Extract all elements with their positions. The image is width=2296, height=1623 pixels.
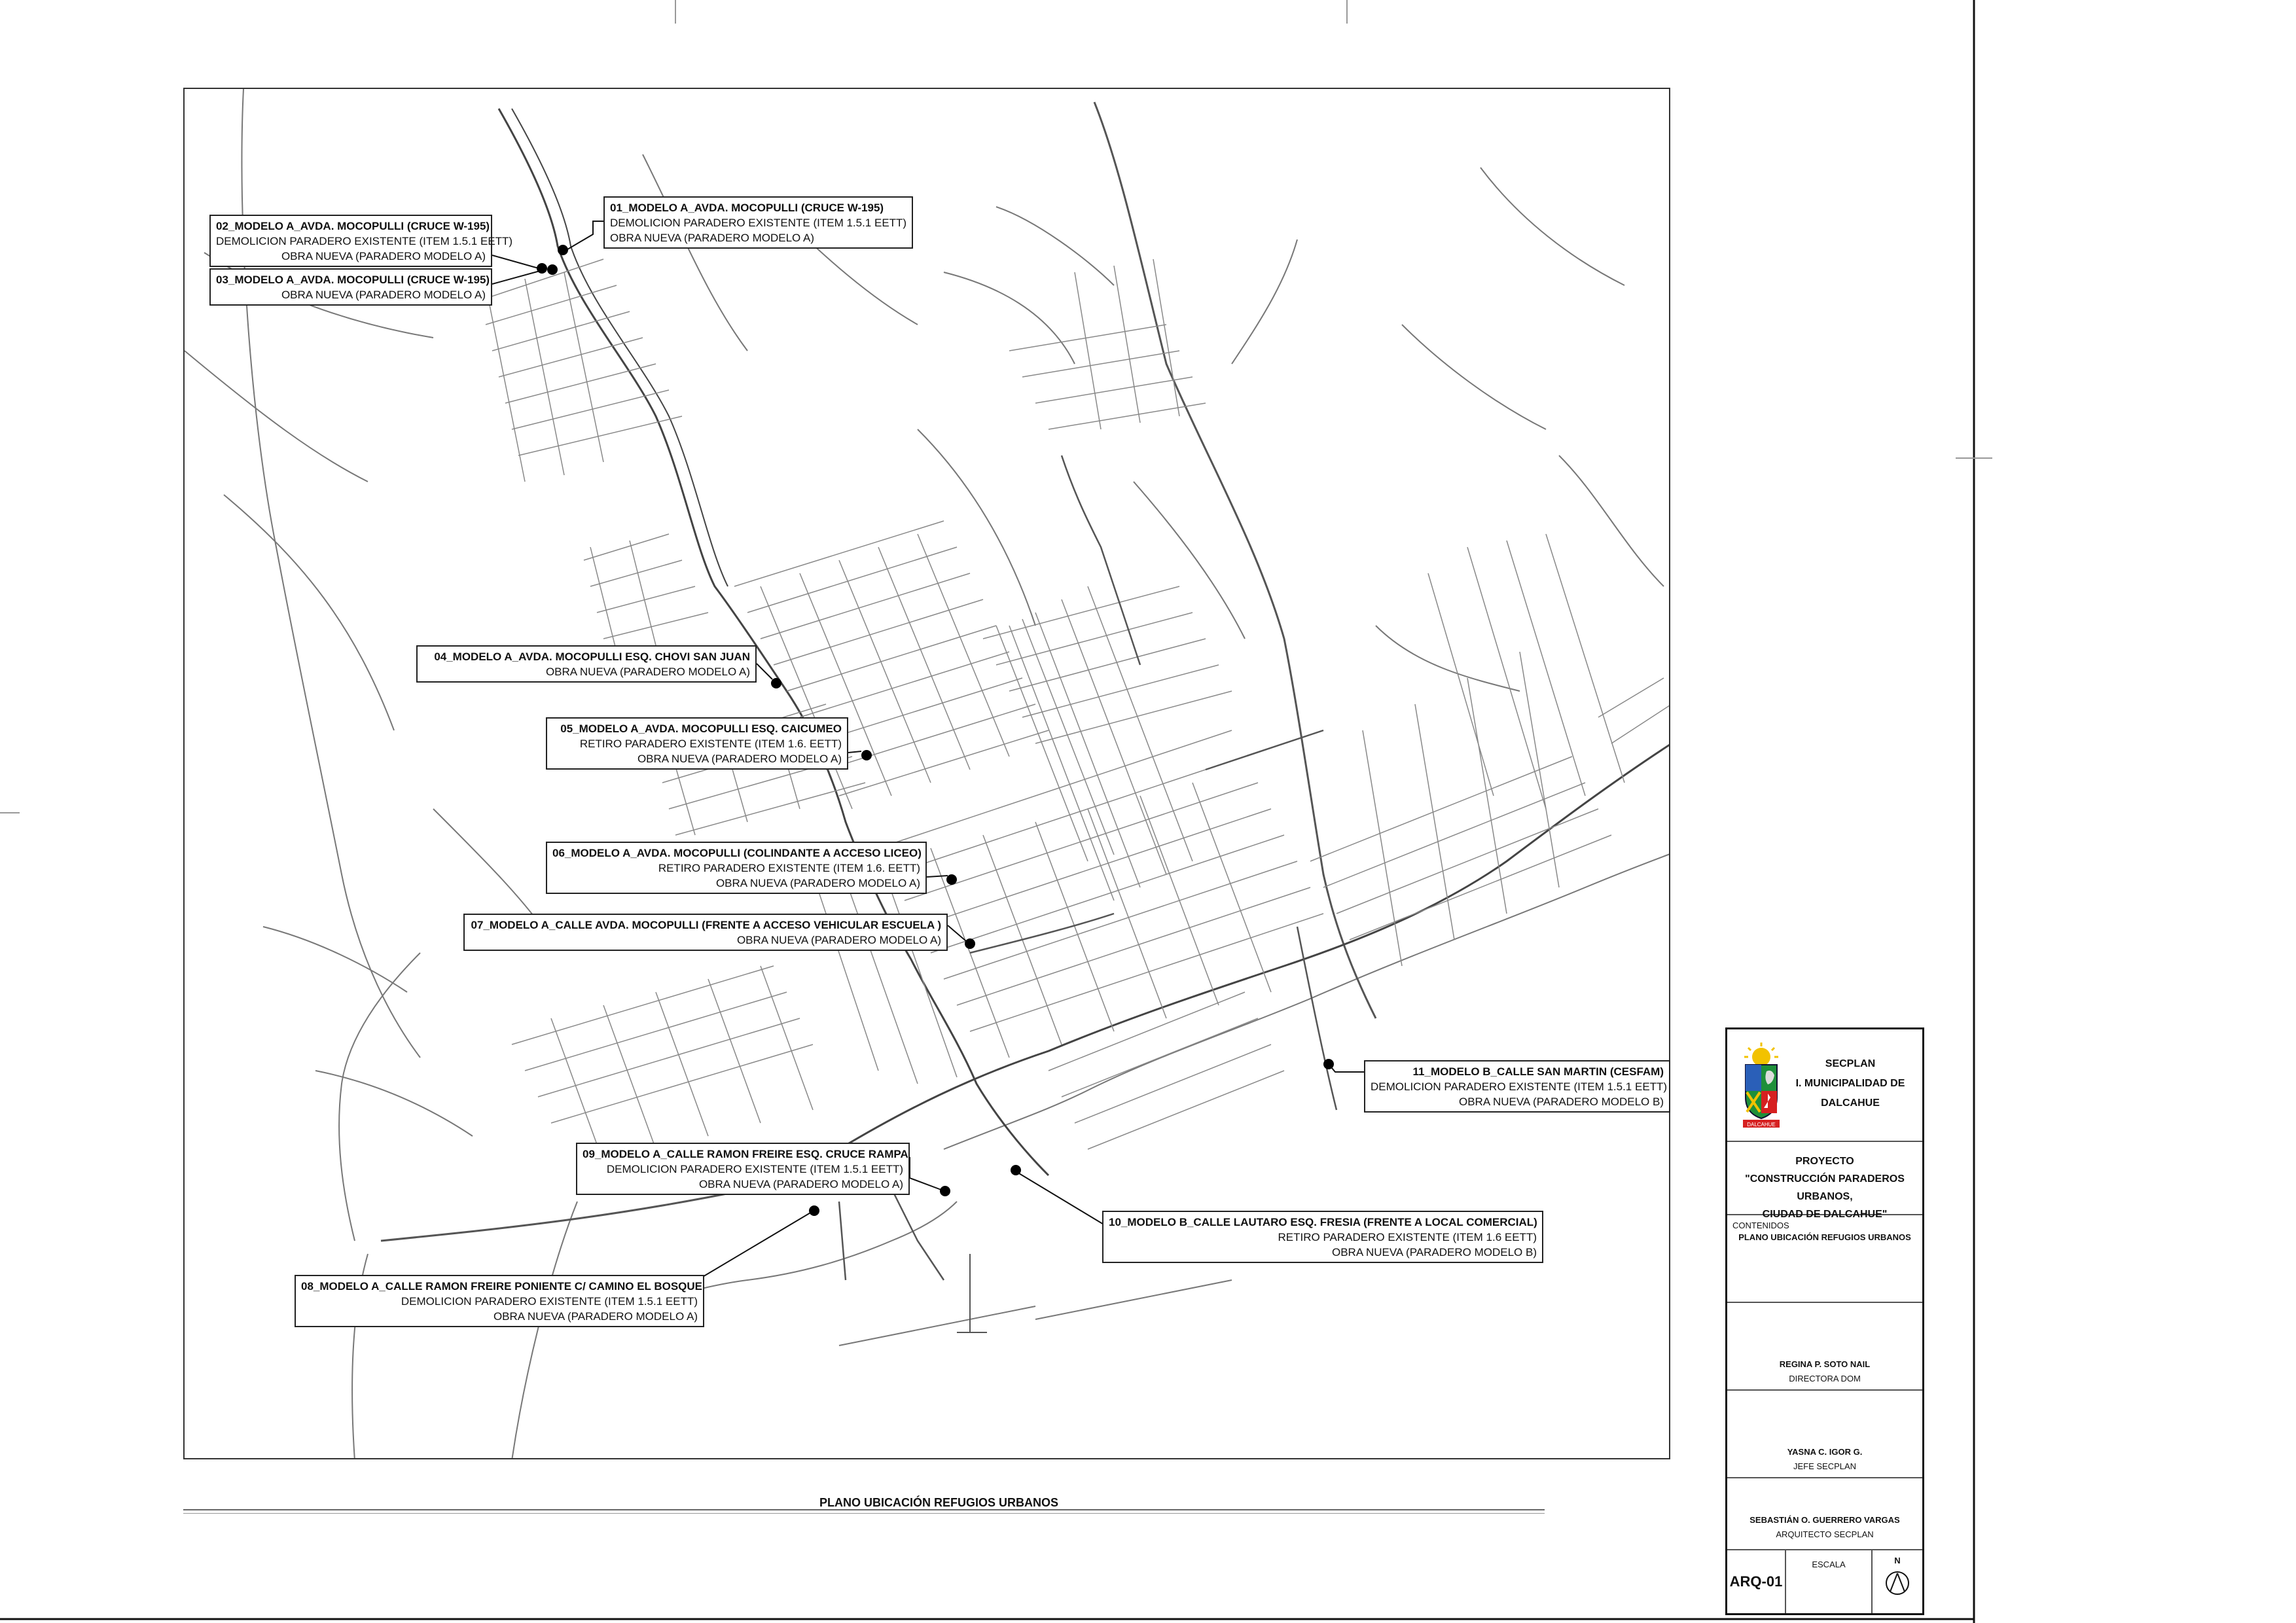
callout-line: OBRA NUEVA (PARADERO MODELO A)	[281, 289, 486, 301]
callout-stop-02[interactable]	[209, 215, 513, 267]
callout-line: OBRA NUEVA (PARADERO MODELO A)	[736, 934, 941, 946]
project-name-line: CIUDAD DE DALCAHUE"	[1762, 1209, 1888, 1220]
callout-line: OBRA NUEVA (PARADERO MODELO A)	[545, 666, 750, 678]
signatory-cell	[1727, 1478, 1922, 1550]
org-line: SECPLAN	[1825, 1058, 1876, 1069]
stop-marker-07[interactable]	[965, 938, 975, 949]
contents-cell	[1727, 1215, 1922, 1303]
callout-title: 08_MODELO A_CALLE RAMON FREIRE PONIENTE C/ CAMINO EL BOSQUE	[301, 1280, 703, 1293]
title-rule	[183, 1513, 1545, 1514]
stop-marker-05[interactable]	[861, 750, 872, 760]
title-block	[1725, 1027, 1924, 1615]
stop-marker-01[interactable]	[558, 245, 568, 255]
callout-stop-03[interactable]	[209, 268, 492, 306]
north-arrow-icon	[1884, 1570, 1910, 1596]
callout-line: RETIRO PARADERO EXISTENTE (ITEM 1.6 EETT)	[1278, 1231, 1537, 1243]
callout-line: OBRA NUEVA (PARADERO MODELO A)	[493, 1310, 698, 1323]
callout-stop-10[interactable]	[1102, 1211, 1543, 1263]
stop-marker-06[interactable]	[946, 874, 957, 885]
contents-value: PLANO UBICACIÓN REFUGIOS URBANOS	[1738, 1232, 1911, 1242]
callout-line: OBRA NUEVA (PARADERO MODELO A)	[610, 232, 815, 244]
municipal-crest-icon	[1742, 1043, 1781, 1129]
stop-marker-08[interactable]	[809, 1205, 819, 1216]
stop-marker-09[interactable]	[940, 1186, 950, 1196]
callout-stop-01[interactable]	[603, 196, 913, 249]
callout-stop-08[interactable]	[295, 1275, 704, 1327]
north-arrow	[1873, 1550, 1922, 1613]
signatory-name: SEBASTIÁN O. GUERRERO VARGAS	[1749, 1515, 1900, 1525]
title-rule	[183, 1509, 1545, 1510]
project-name-line: "CONSTRUCCIÓN PARADEROS URBANOS,	[1745, 1173, 1905, 1202]
org-line: I. MUNICIPALIDAD DE	[1795, 1078, 1905, 1089]
signatory-role: ARQUITECTO SECPLAN	[1776, 1529, 1874, 1539]
callout-line: OBRA NUEVA (PARADERO MODELO B)	[1332, 1246, 1537, 1258]
callout-line: RETIRO PARADERO EXISTENTE (ITEM 1.6. EETT)	[579, 738, 842, 750]
callout-title: 06_MODELO A_AVDA. MOCOPULLI (COLINDANTE A ACCESO LICEO)	[552, 847, 922, 859]
signatory-role: JEFE SECPLAN	[1793, 1461, 1857, 1471]
callout-line: DEMOLICION PARADERO EXISTENTE (ITEM 1.5.1 EETT)	[216, 235, 513, 247]
callout-stop-11[interactable]	[1364, 1060, 1670, 1113]
callout-title: 05_MODELO A_AVDA. MOCOPULLI ESQ. CAICUMEO	[560, 722, 842, 735]
callout-stop-05[interactable]	[546, 717, 848, 770]
callout-stop-07[interactable]	[463, 914, 948, 951]
callout-line: OBRA NUEVA (PARADERO MODELO A)	[715, 877, 920, 889]
org-line: DALCAHUE	[1821, 1097, 1880, 1109]
callout-stop-09[interactable]	[576, 1143, 910, 1195]
callout-title: 10_MODELO B_CALLE LAUTARO ESQ. FRESIA (FRENTE A LOCAL COMERCIAL)	[1109, 1216, 1537, 1228]
callout-stop-04[interactable]	[416, 645, 757, 683]
callout-title: 01_MODELO A_AVDA. MOCOPULLI (CRUCE W-195)	[610, 202, 884, 214]
contents-label: CONTENIDOS	[1732, 1221, 1789, 1230]
callout-line: DEMOLICION PARADERO EXISTENTE (ITEM 1.5.1 EETT)	[1371, 1080, 1668, 1093]
signatory-cell	[1727, 1391, 1922, 1478]
callout-line: DEMOLICION PARADERO EXISTENTE (ITEM 1.5.1 EETT)	[610, 217, 907, 229]
callout-line: OBRA NUEVA (PARADERO MODELO A)	[637, 753, 842, 765]
signatory-name: YASNA C. IGOR G.	[1787, 1447, 1863, 1457]
callout-title: 03_MODELO A_AVDA. MOCOPULLI (CRUCE W-195)	[216, 274, 490, 286]
stop-marker-10[interactable]	[1011, 1165, 1021, 1175]
callout-line: DEMOLICION PARADERO EXISTENTE (ITEM 1.5.1 EETT)	[401, 1295, 698, 1308]
sheet-code: ARQ-01	[1727, 1550, 1786, 1613]
stop-marker-03[interactable]	[547, 264, 558, 275]
callout-title: 02_MODELO A_AVDA. MOCOPULLI (CRUCE W-195)	[216, 220, 490, 232]
callout-line: OBRA NUEVA (PARADERO MODELO B)	[1459, 1096, 1664, 1108]
callout-title: 04_MODELO A_AVDA. MOCOPULLI ESQ. CHOVI SAN JUAN	[434, 651, 750, 663]
callout-title: 09_MODELO A_CALLE RAMON FREIRE ESQ. CRUCE RAMPA	[583, 1148, 908, 1160]
stop-marker-11[interactable]	[1323, 1059, 1334, 1069]
project-text	[1727, 1152, 1922, 1223]
stop-marker-02[interactable]	[537, 263, 547, 274]
crest-label: DALCAHUE	[1747, 1122, 1776, 1128]
callout-line: OBRA NUEVA (PARADERO MODELO A)	[698, 1178, 903, 1190]
organization-cell	[1727, 1029, 1922, 1142]
footer-cell	[1727, 1550, 1922, 1613]
callout-line: DEMOLICION PARADERO EXISTENTE (ITEM 1.5.1 EETT)	[606, 1163, 903, 1175]
signatory-name: REGINA P. SOTO NAIL	[1779, 1359, 1871, 1369]
signatory-role: DIRECTORA DOM	[1789, 1374, 1861, 1383]
signatory-cell	[1727, 1303, 1922, 1391]
project-label: PROYECTO	[1795, 1156, 1854, 1167]
plan-title: PLANO UBICACIÓN REFUGIOS URBANOS	[819, 1496, 1059, 1509]
organization-name	[1785, 1054, 1916, 1113]
callout-title: 11_MODELO B_CALLE SAN MARTIN (CESFAM)	[1412, 1065, 1664, 1078]
callout-title: 07_MODELO A_CALLE AVDA. MOCOPULLI (FRENTE A ACCESO VEHICULAR ESCUELA )	[471, 919, 941, 931]
north-label: N	[1894, 1556, 1901, 1565]
callout-line: RETIRO PARADERO EXISTENTE (ITEM 1.6. EETT)	[658, 862, 920, 874]
project-cell	[1727, 1142, 1922, 1220]
callout-stop-06[interactable]	[546, 842, 927, 894]
stop-marker-04[interactable]	[771, 678, 781, 688]
callout-line: OBRA NUEVA (PARADERO MODELO A)	[281, 250, 486, 262]
scale-label: ESCALA	[1786, 1550, 1873, 1613]
